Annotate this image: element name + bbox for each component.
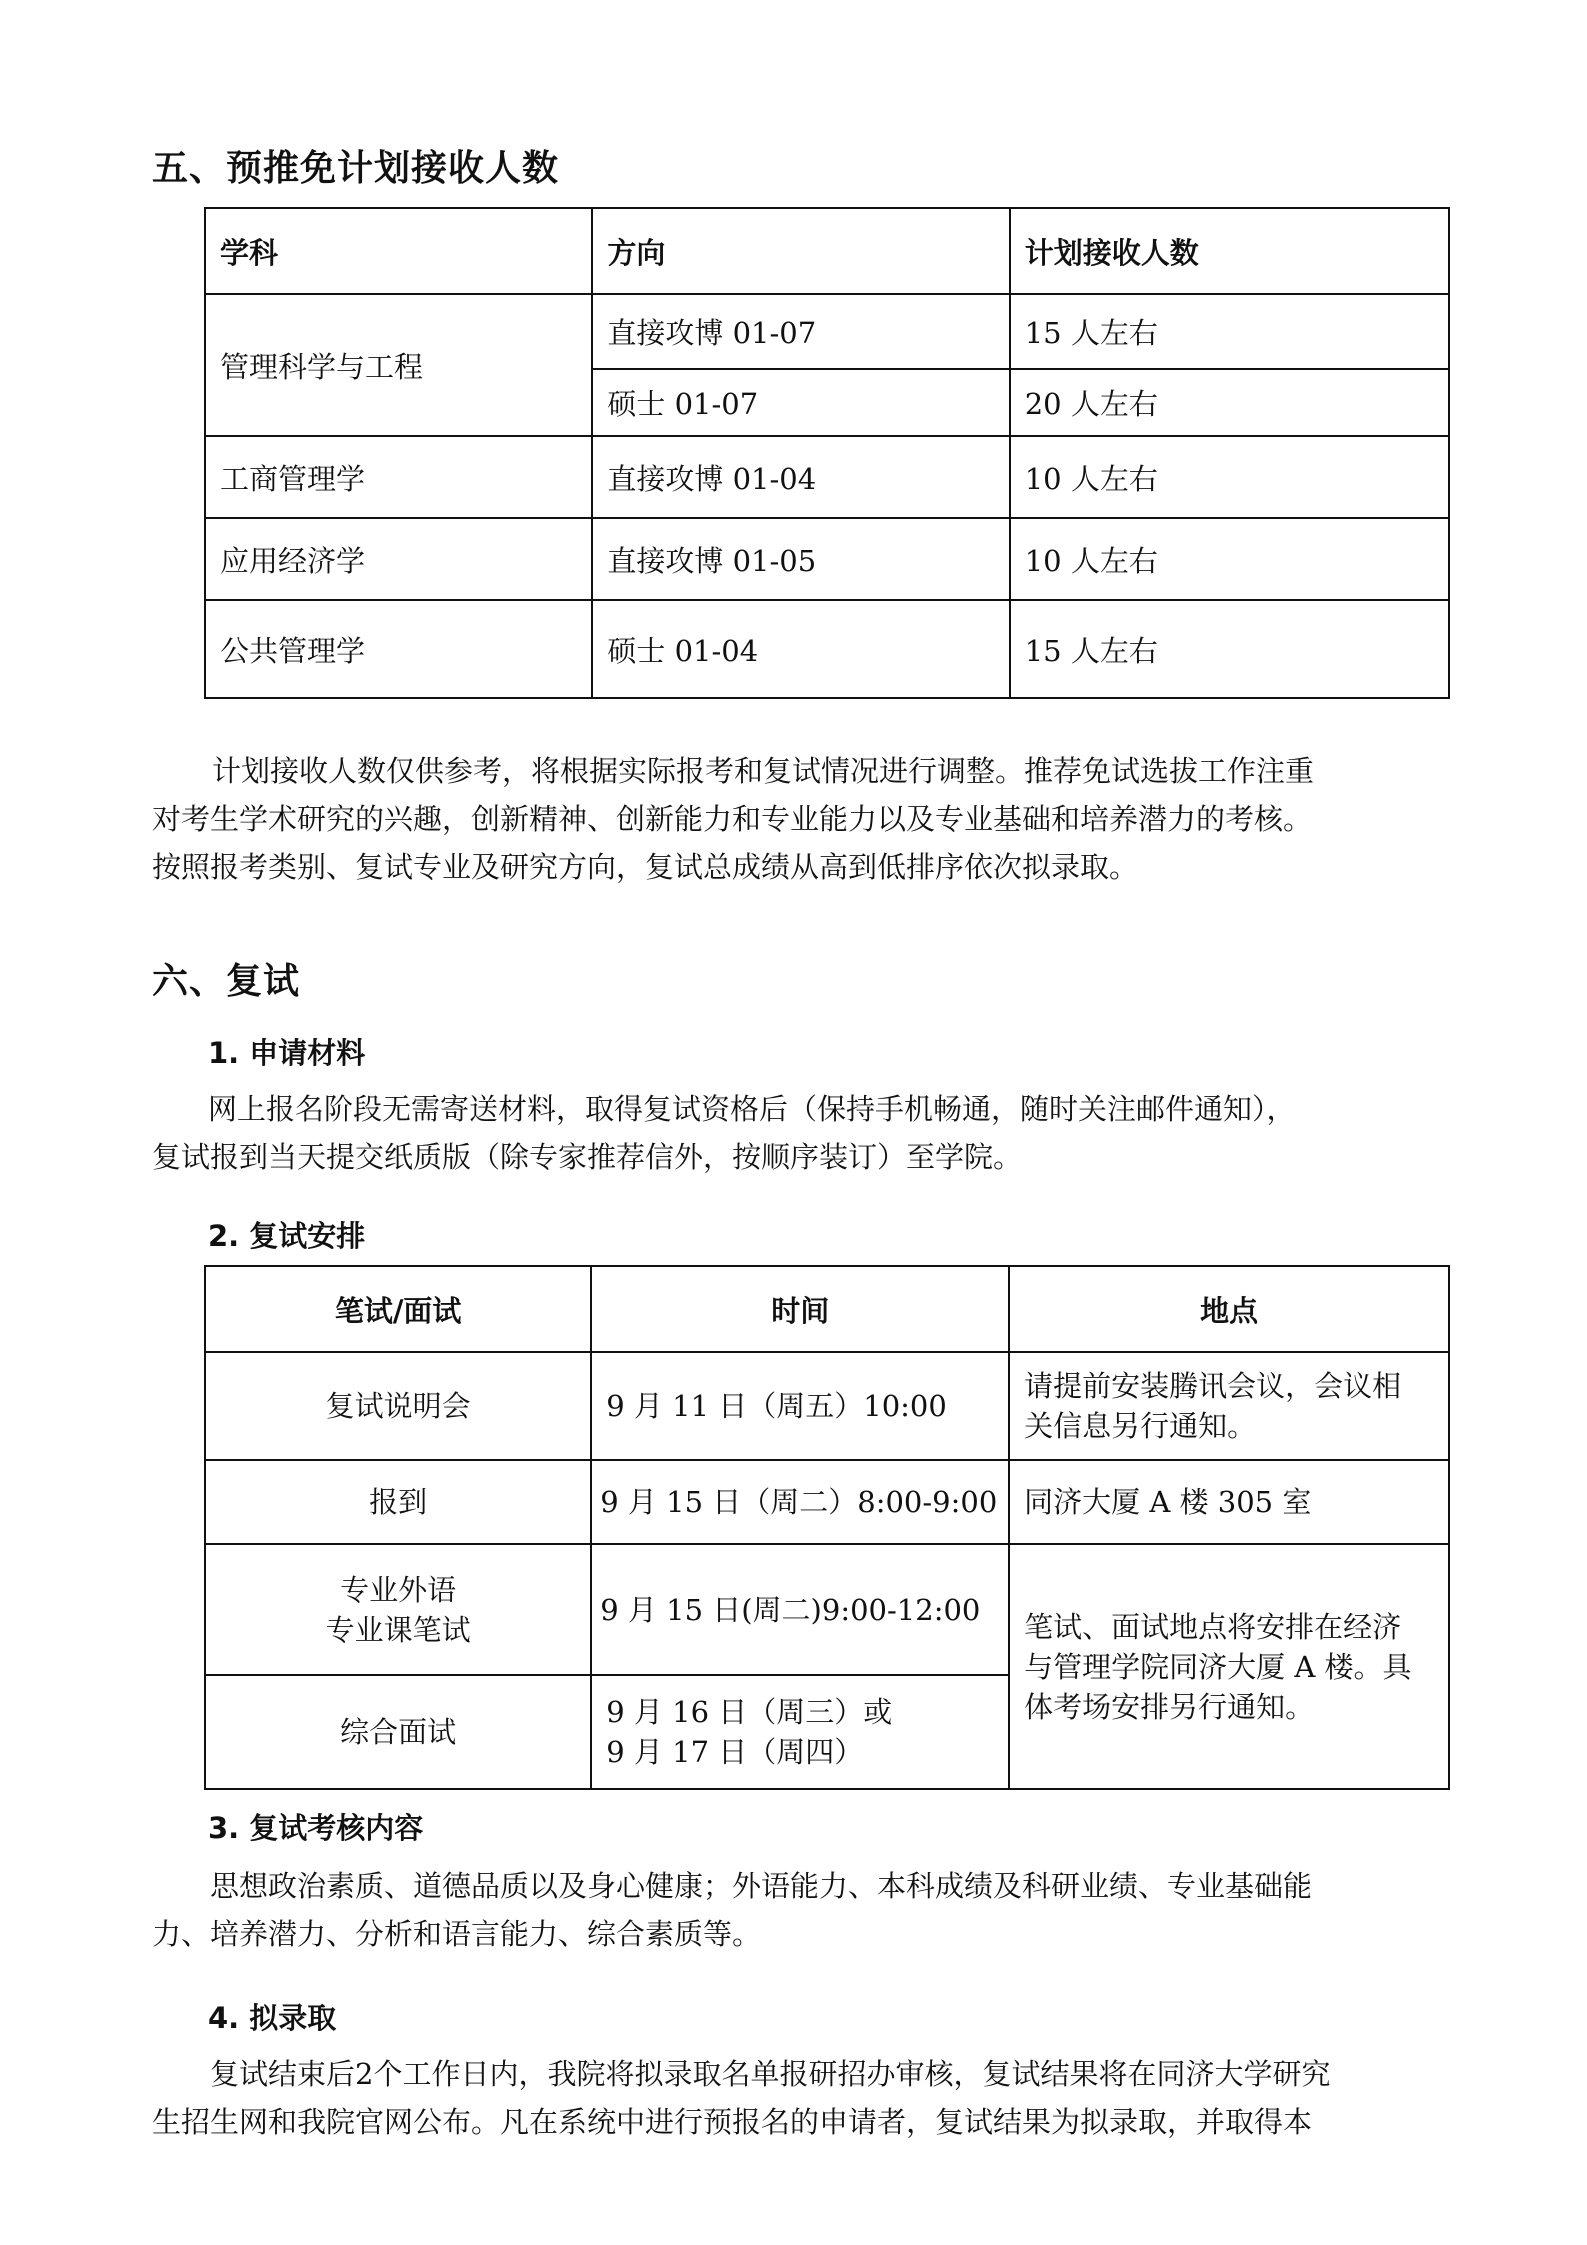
- item-cell: [205, 1675, 591, 1789]
- time-cell: [591, 1675, 1009, 1789]
- table-row: [205, 1460, 1449, 1544]
- paragraph-line: 思想政治素质、道德品质以及身心健康；外语能力、本科成绩及科研业绩、专业基础能: [210, 1869, 1313, 1903]
- admission-paragraph: [152, 2050, 1442, 2146]
- paragraph-line: 计划接收人数仅供参考，将根据实际报考和复试情况进行调整。推荐免试选拔工作注重: [212, 754, 1315, 788]
- quota-note-paragraph: [152, 747, 1442, 891]
- item-cell: [205, 1460, 591, 1544]
- paragraph-line: 对考生学术研究的兴趣，创新精神、创新能力和专业能力以及专业基础和培养潜力的考核。: [152, 802, 1313, 836]
- section-5-heading: 五、预推免计划接收人数: [152, 148, 560, 189]
- direction-cell: 直接攻博 01-04: [592, 436, 1009, 518]
- schedule-table: [204, 1265, 1450, 1790]
- item-cell: [205, 1544, 591, 1675]
- quota-cell: 10 人左右: [1010, 518, 1449, 600]
- cell-line: 专业外语: [340, 1572, 457, 1607]
- header-subject: 学科: [205, 208, 592, 294]
- quota-cell: 15 人左右: [1010, 294, 1449, 369]
- paragraph-line: 按照报考类别、复试专业及研究方向，复试总成绩从高到低排序依次拟录取。: [152, 850, 1139, 884]
- subject-cell: 工商管理学: [205, 436, 592, 518]
- time-cell: [591, 1544, 1009, 1675]
- quota-cell: 15 人左右: [1010, 600, 1449, 698]
- time-cell: [591, 1352, 1009, 1460]
- materials-heading: 1. 申请材料: [208, 1036, 366, 1070]
- table-row: [205, 1352, 1449, 1460]
- cell-line: 请提前安装腾讯会议，会议相: [1024, 1369, 1402, 1403]
- header-time: 时间: [591, 1266, 1009, 1352]
- quota-table: [204, 207, 1450, 699]
- subject-cell: 管理科学与工程: [205, 294, 592, 436]
- header-item: 笔试/面试: [205, 1266, 591, 1352]
- table-row: [205, 1544, 1449, 1675]
- place-cell: [1009, 1352, 1449, 1460]
- cell-line: 9 月 11 日（周五）10:00: [606, 1389, 947, 1423]
- cell-line: 9 月 15 日(周二)9:00-12:00: [600, 1592, 981, 1627]
- direction-cell: 硕士 01-04: [592, 600, 1009, 698]
- paragraph-line: 网上报名阶段无需寄送材料，取得复试资格后（保持手机畅通，随时关注邮件通知），: [208, 1092, 1296, 1126]
- item-cell: [205, 1352, 591, 1460]
- quota-cell: 10 人左右: [1010, 436, 1449, 518]
- schedule-heading: 2. 复试安排: [208, 1219, 366, 1253]
- header-place: 地点: [1009, 1266, 1449, 1352]
- header-direction: 方向: [592, 208, 1009, 294]
- cell-line: 9 月 15 日（周二）8:00-9:00: [600, 1485, 998, 1519]
- cell-line: 专业课笔试: [325, 1612, 471, 1647]
- cell-line: 复试说明会: [325, 1389, 471, 1423]
- quota-table-header-row: [205, 208, 1449, 294]
- cell-line: 9 月 16 日（周三）或: [606, 1695, 893, 1729]
- table-row: [205, 294, 1449, 369]
- cell-line: 笔试、面试地点将安排在经济: [1024, 1609, 1402, 1644]
- cell-line: 关信息另行通知。: [1024, 1409, 1257, 1443]
- table-row: [205, 600, 1449, 698]
- direction-cell: 直接攻博 01-05: [592, 518, 1009, 600]
- cell-line: 与管理学院同济大厦 A 楼。具: [1024, 1649, 1412, 1684]
- cell-line: 9 月 17 日（周四）: [606, 1735, 864, 1769]
- subject-cell: 应用经济学: [205, 518, 592, 600]
- table-row: [205, 436, 1449, 518]
- place-cell: [1009, 1460, 1449, 1544]
- direction-cell: 硕士 01-07: [592, 369, 1009, 436]
- header-quota: 计划接收人数: [1010, 208, 1449, 294]
- place-cell: [1009, 1544, 1449, 1789]
- cell-line: 报到: [369, 1485, 428, 1519]
- paragraph-line: 生招生网和我院官网公布。凡在系统中进行预报名的申请者，复试结果为拟录取，并取得本: [152, 2105, 1313, 2139]
- cell-line: 体考场安排另行通知。: [1024, 1689, 1315, 1724]
- table-row: [205, 518, 1449, 600]
- paragraph-line: 复试结束后2个工作日内，我院将拟录取名单报研招办审核，复试结果将在同济大学研究: [210, 2057, 1331, 2091]
- cell-line: 综合面试: [340, 1715, 457, 1749]
- content-heading: 3. 复试考核内容: [208, 1811, 424, 1845]
- paragraph-line: 力、培养潜力、分析和语言能力、综合素质等。: [152, 1917, 762, 1951]
- content-paragraph: [152, 1862, 1442, 1958]
- direction-cell: 直接攻博 01-07: [592, 294, 1009, 369]
- subject-cell: 公共管理学: [205, 600, 592, 698]
- admission-heading: 4. 拟录取: [208, 2001, 337, 2035]
- materials-paragraph: [152, 1085, 1442, 1181]
- paragraph-line: 复试报到当天提交纸质版（除专家推荐信外，按顺序装订）至学院。: [152, 1140, 1023, 1174]
- time-cell: [591, 1460, 1009, 1544]
- schedule-header-row: [205, 1266, 1449, 1352]
- quota-cell: 20 人左右: [1010, 369, 1449, 436]
- section-6-heading: 六、复试: [152, 961, 301, 1002]
- cell-line: 同济大厦 A 楼 305 室: [1024, 1485, 1312, 1519]
